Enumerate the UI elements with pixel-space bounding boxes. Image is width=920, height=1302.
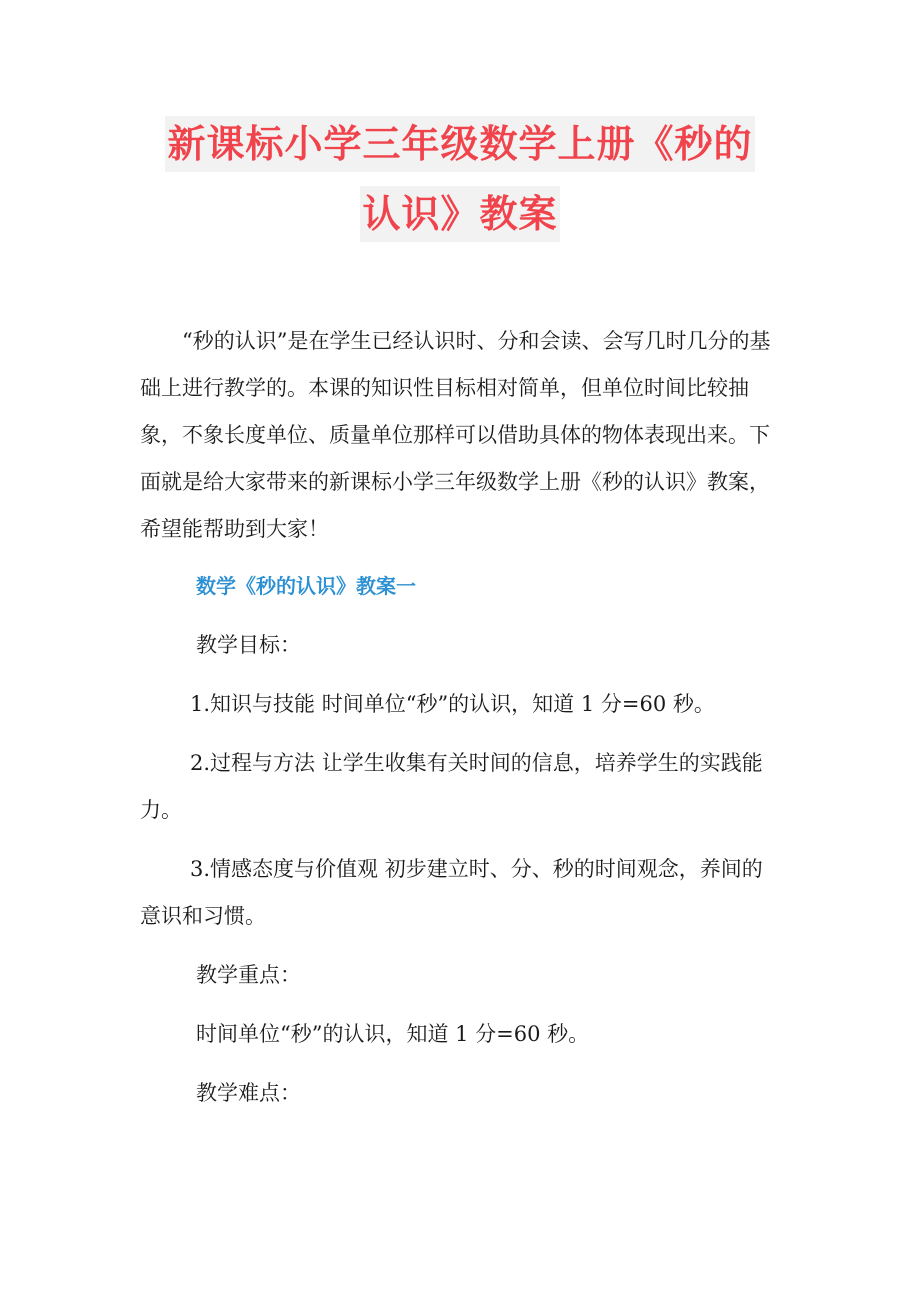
goal-2: 2.过程与方法 让学生收集有关时间的信息，培养学生的实践能力。 [140,751,763,822]
difficulty-label: 教学难点： [196,1081,301,1105]
key-point-text: 时间单位“秒”的认识，知道 1 分=60 秒。 [196,1022,590,1046]
title-line-2: 认识》教案 [360,186,559,242]
document-body [140,318,780,1129]
goal-1: 1.知识与技能 时间单位“秒”的认识，知道 1 分=60 秒。 [190,692,715,716]
key-point-label: 教学重点： [196,963,301,987]
goal-3: 3.情感态度与价值观 初步建立时、分、秒的时间观念，养间的意识和习惯。 [140,857,763,928]
intro-paragraph: “秒的认识”是在学生已经认识时、分和会读、会写几时几分的基础上进行教学的。本课的知识性目标相对简单，但单位时间比较抽象，不象长度单位、质量单位那样可以借助具体的物体表现出来。下面就是给大家带来的新课标小学三年级数学上册《秒的认识》教案，希望能帮助到大家！ [140,329,771,541]
title-line-1: 新课标小学三年级数学上册《秒的 [165,116,754,172]
goals-label: 教学目标： [196,633,301,657]
section-heading: 数学《秒的认识》教案一 [196,574,416,598]
document-title [0,116,920,242]
